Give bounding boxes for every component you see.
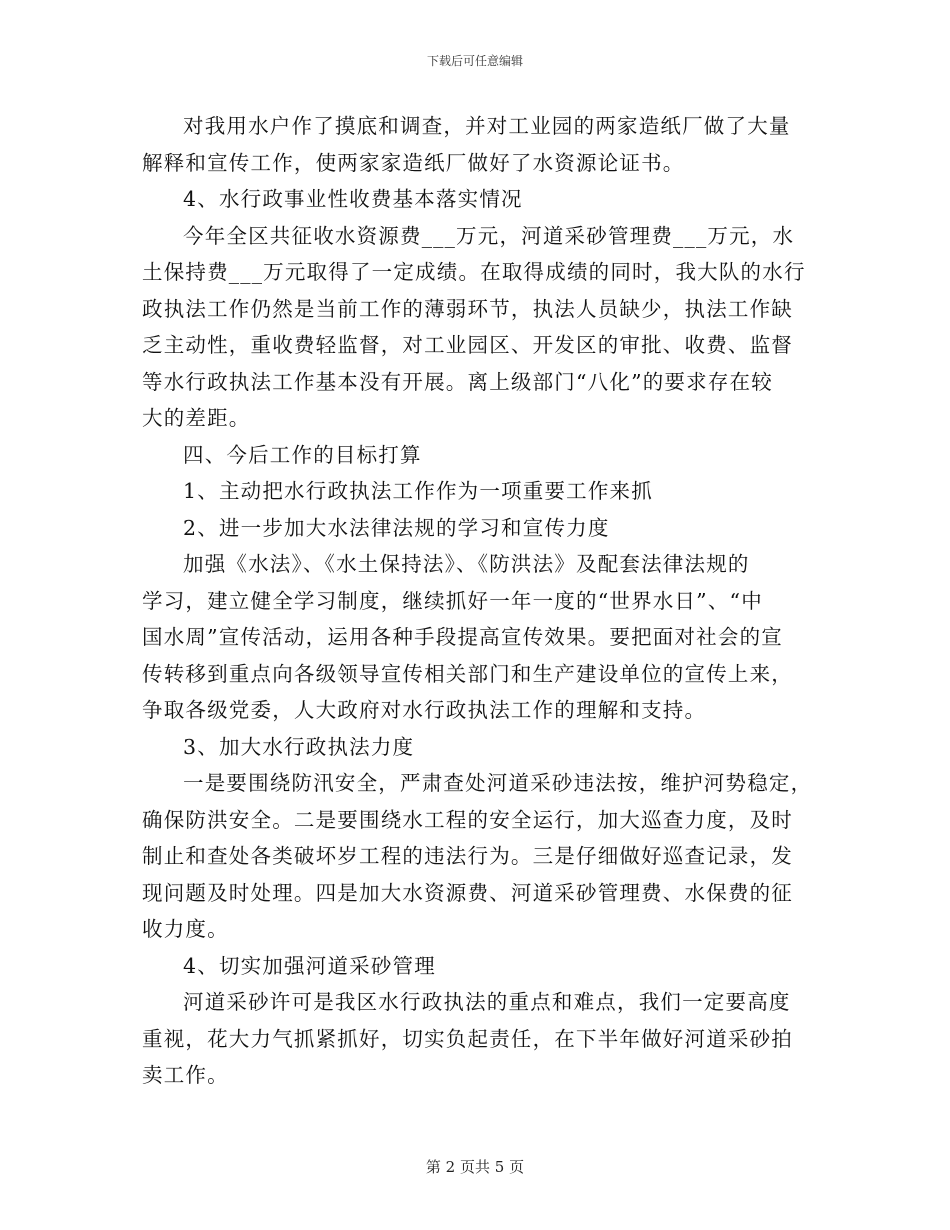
paragraph-enforcement bbox=[142, 765, 813, 948]
section-heading-item-2 bbox=[142, 510, 807, 547]
section-heading-future-plans bbox=[142, 437, 807, 474]
text-line: 乏主动性，重收费轻监督，对工业园区、开发区的审批、收费、监督 bbox=[142, 333, 793, 357]
text-line: 2、进一步加大水法律法规的学习和宣传力度 bbox=[183, 515, 610, 540]
text-line: 3、加大水行政执法力度 bbox=[183, 734, 415, 759]
text-line: 一是要围绕防汛安全，严肃查处河道采砂违法按，维护河势稳定， bbox=[183, 771, 813, 795]
text-line: 1、主动把水行政执法工作作为一项重要工作来抓 bbox=[183, 479, 653, 503]
text-line: 加强《水法》、《水土保持法》、《防洪法》及配套法律法规的 bbox=[183, 552, 750, 576]
text-line: 确保防洪安全。二是要围绕水工程的安全运行，加大巡查力度，及时 bbox=[142, 807, 793, 832]
text-line: 等水行政执法工作基本没有开展。离上级部门“八化”的要求存在较 bbox=[142, 369, 773, 394]
section-heading-item-1 bbox=[142, 473, 807, 510]
section-heading-item-3 bbox=[142, 729, 807, 766]
section-heading-fee-implementation bbox=[142, 181, 807, 218]
text-line: 制止和查处各类破坏岁工程的违法行为。三是仔细做好巡查记录，发 bbox=[142, 844, 793, 868]
text-line: 政执法工作仍然是当前工作的薄弱环节，执法人员缺少，执法工作缺 bbox=[142, 296, 793, 321]
text-line: 大的差距。 bbox=[142, 406, 251, 430]
paragraph-fee-collection bbox=[142, 218, 807, 437]
text-line: 传转移到重点向各级领导宣传相关部门和生产建设单位的宣传上来， bbox=[142, 661, 793, 686]
text-line: 河道采砂许可是我区水行政执法的重点和难点，我们一定要高度 bbox=[183, 990, 791, 1014]
text-line: 4、切实加强河道采砂管理 bbox=[183, 953, 436, 978]
document-body bbox=[142, 108, 813, 1094]
text-line: 学习，建立健全学习制度，继续抓好一年一度的“世界水日”、“中 bbox=[142, 588, 763, 613]
page-header: 下载后可任意编辑 bbox=[426, 54, 523, 68]
section-heading-item-4 bbox=[142, 948, 807, 985]
paragraph-survey bbox=[142, 108, 807, 181]
text-line: 4、水行政事业性收费基本落实情况 bbox=[183, 187, 523, 211]
text-line: 重视，花大力气抓紧抓好，切实负起责任，在下半年做好河道采砂拍 bbox=[142, 1026, 793, 1051]
paragraph-sand-mining bbox=[142, 984, 807, 1094]
text-line: 现问题及时处理。四是加大水资源费、河道采砂管理费、水保费的征 bbox=[142, 880, 793, 905]
text-line: 四、今后工作的目标打算 bbox=[183, 442, 422, 467]
text-line: 收力度。 bbox=[142, 917, 229, 941]
text-line: 解释和宣传工作，使两家家造纸厂做好了水资源论证书。 bbox=[142, 150, 685, 175]
text-line: 对我用水户作了摸底和调查，并对工业园的两家造纸厂做了大量 bbox=[183, 114, 791, 138]
text-line: 卖工作。 bbox=[142, 1063, 229, 1087]
text-line: 土保持费___万元取得了一定成绩。在取得成绩的同时，我大队的水行 bbox=[142, 260, 806, 284]
page-number: 第 2 页共 5 页 bbox=[425, 1158, 525, 1176]
paragraph-law-study bbox=[142, 546, 807, 729]
text-line: 国水周”宣传活动，运用各种手段提高宣传效果。要把面对社会的宣 bbox=[142, 625, 783, 649]
text-line: 今年全区共征收水资源费___万元，河道采砂管理费___万元，水 bbox=[183, 223, 795, 248]
text-line: 争取各级党委，人大政府对水行政执法工作的理解和支持。 bbox=[142, 698, 707, 722]
